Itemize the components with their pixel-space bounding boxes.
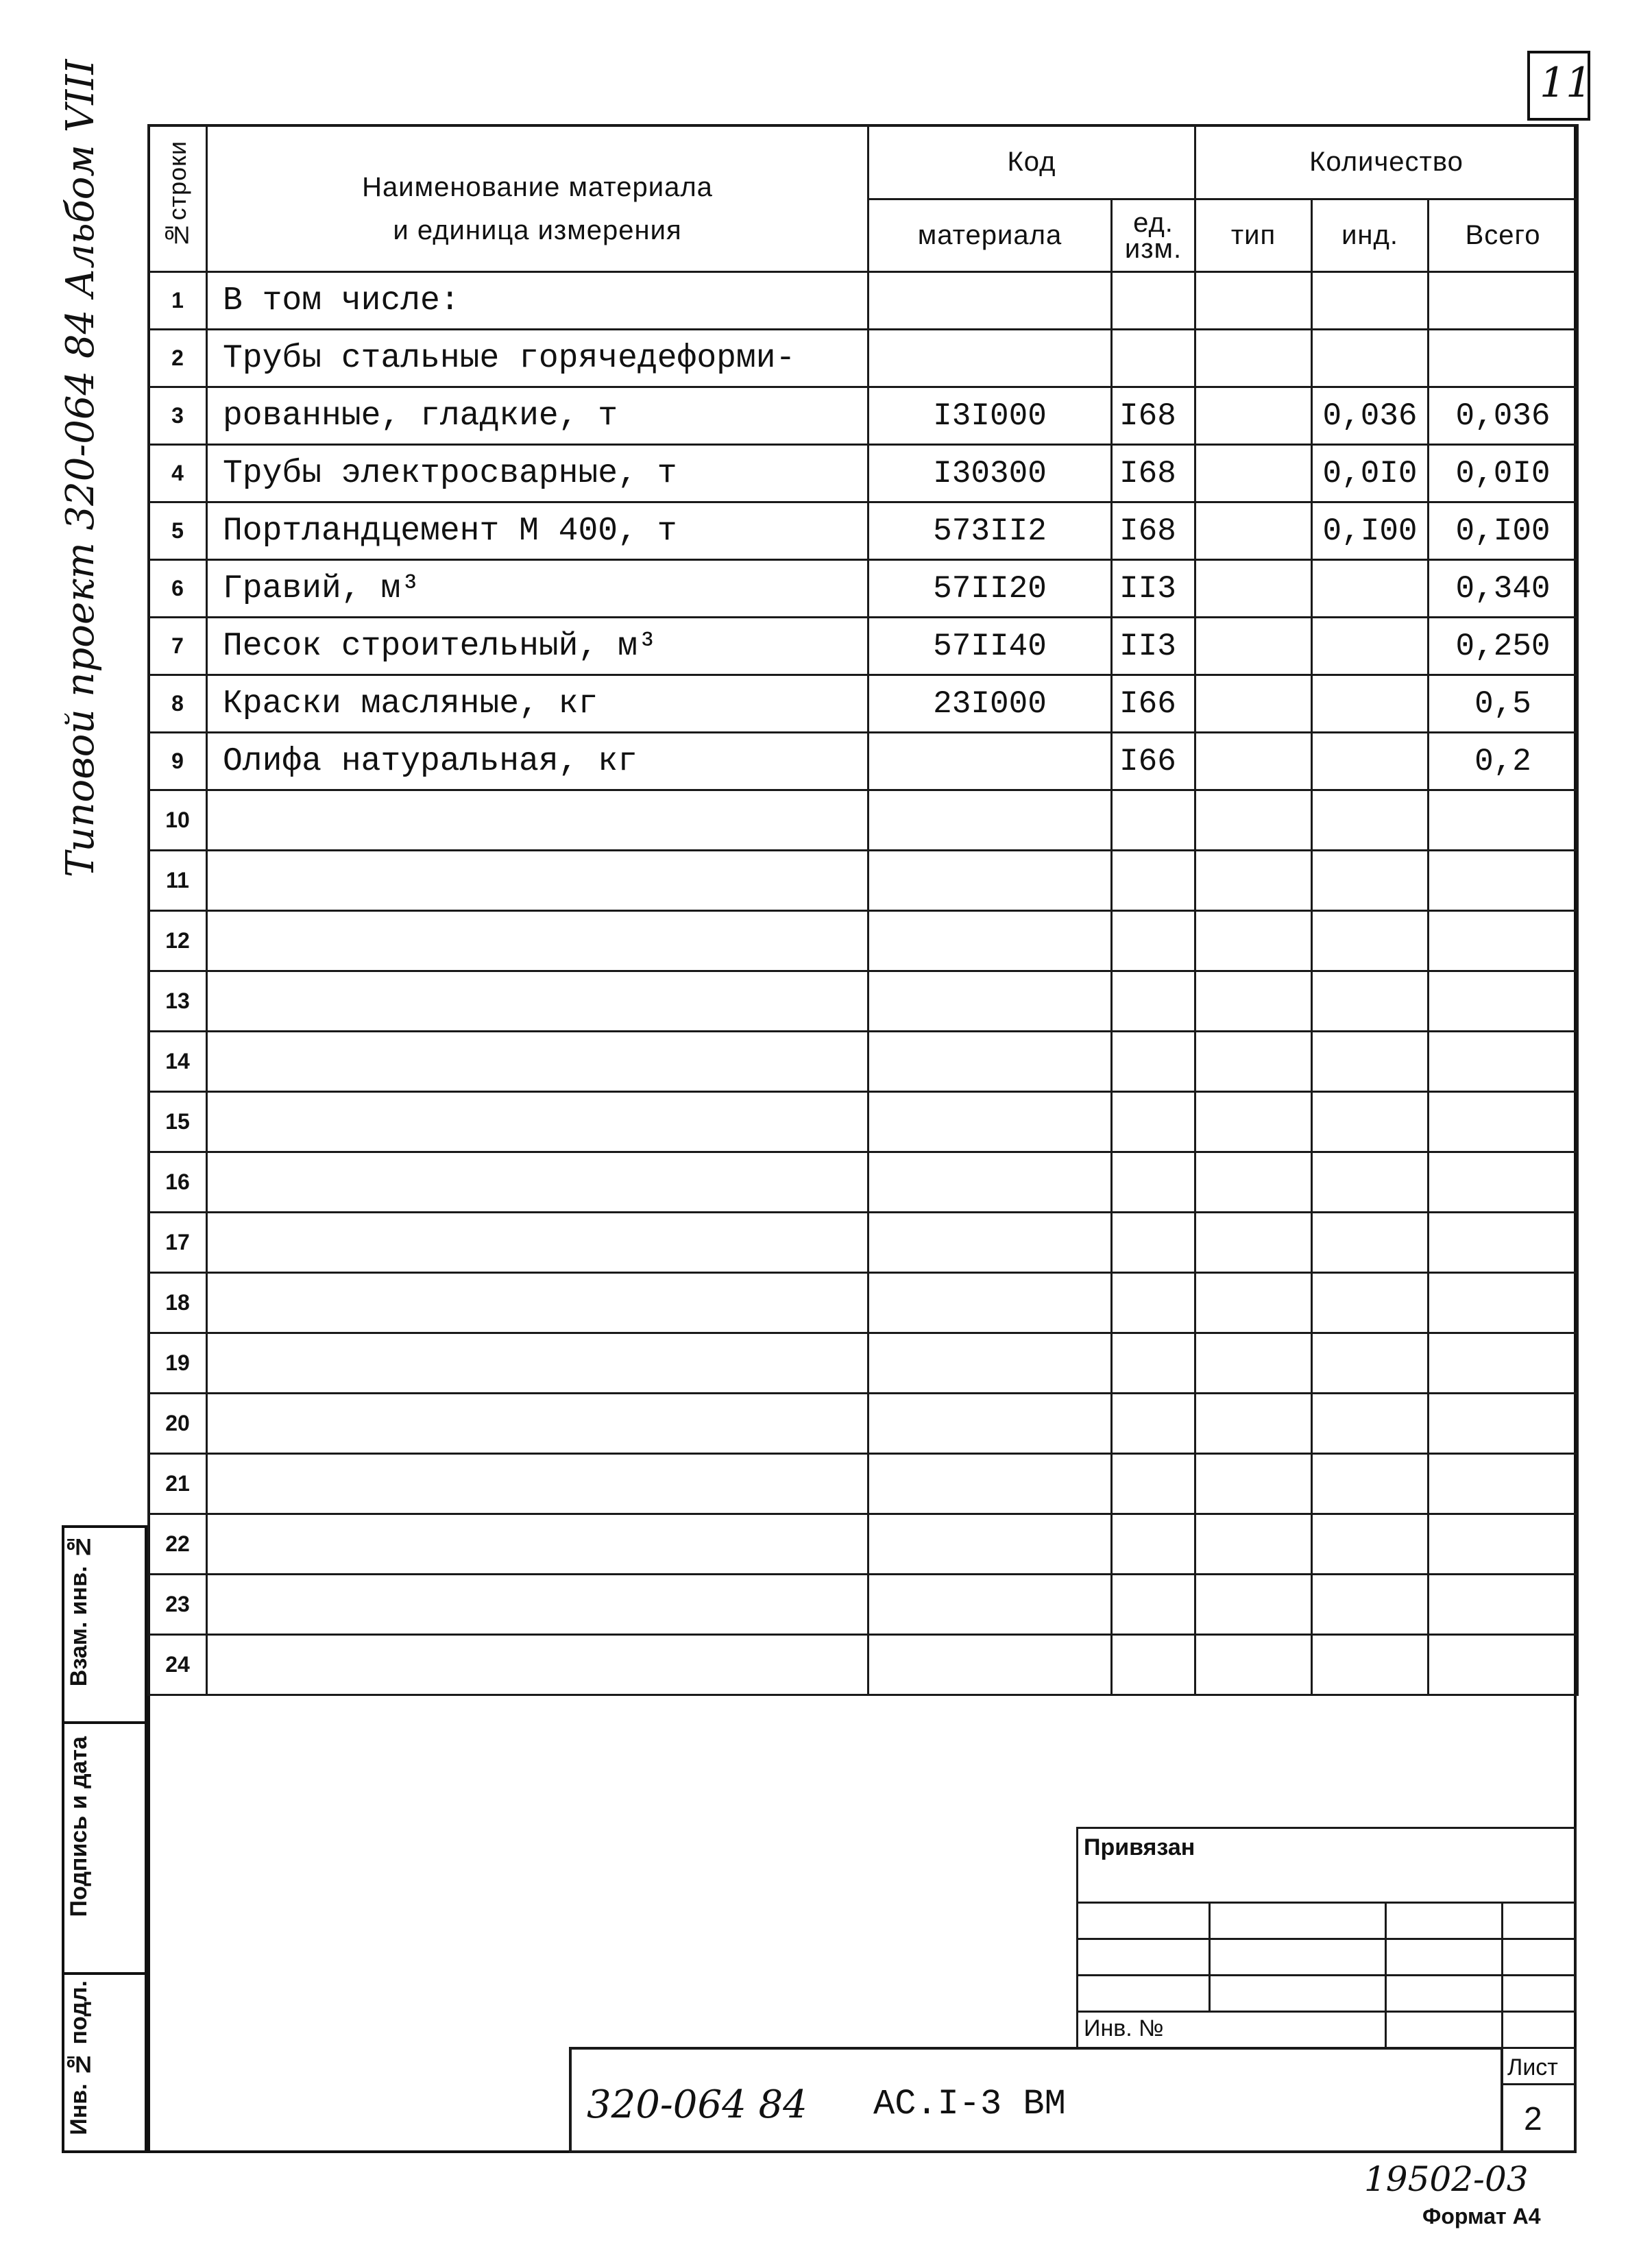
stamp-grid-cell <box>1208 1938 1387 1976</box>
qty-ind-cell: 0,0I0 <box>1312 445 1429 502</box>
qty-ind-cell <box>1312 1575 1429 1635</box>
vzam-inv-box <box>62 1525 147 1724</box>
qty-type-cell <box>1195 1454 1312 1514</box>
material-name-cell <box>207 1152 868 1213</box>
qty-type-cell <box>1195 971 1312 1032</box>
material-code-cell <box>868 971 1112 1032</box>
table-row <box>149 330 1578 387</box>
table-row <box>149 1092 1578 1152</box>
qty-type-cell <box>1195 502 1312 560</box>
qty-total-cell <box>1429 330 1578 387</box>
material-code-cell: 57II40 <box>868 618 1112 675</box>
material-name-cell: Гравий, м³ <box>207 560 868 618</box>
page-number: 11 <box>1540 59 1592 107</box>
table-row <box>149 790 1578 851</box>
row-number-cell: 9 <box>149 733 207 790</box>
bottom-code: 19502-03 <box>1364 2159 1529 2199</box>
qty-type-cell <box>1195 1394 1312 1454</box>
material-code-cell <box>868 1273 1112 1333</box>
qty-total-cell <box>1429 911 1578 971</box>
material-name-cell: Песок строительный, м³ <box>207 618 868 675</box>
material-code-cell <box>868 1213 1112 1273</box>
table-row <box>149 1454 1578 1514</box>
material-name-cell <box>207 1514 868 1575</box>
vzam-inv-label: Взам. инв. № <box>66 1533 92 1687</box>
qty-type-cell <box>1195 1273 1312 1333</box>
material-name-cell <box>207 1333 868 1394</box>
qty-ind-cell <box>1312 911 1429 971</box>
table-row <box>149 445 1578 502</box>
row-number-cell: 17 <box>149 1213 207 1273</box>
qty-total-cell <box>1429 851 1578 911</box>
qty-total-cell: 0,5 <box>1429 675 1578 733</box>
stamp-grid-cell <box>1501 1974 1577 2013</box>
row-number-cell: 22 <box>149 1514 207 1575</box>
row-number-cell: 21 <box>149 1454 207 1514</box>
table-row <box>149 502 1578 560</box>
unit-code-cell <box>1112 1575 1195 1635</box>
qty-total-cell: 0,2 <box>1429 733 1578 790</box>
row-number-cell: 2 <box>149 330 207 387</box>
qty-type-header: тип <box>1195 199 1312 272</box>
unit-code-cell: I68 <box>1112 445 1195 502</box>
material-name-cell <box>207 911 868 971</box>
unit-code-cell <box>1112 1213 1195 1273</box>
stamp-grid-cell <box>1385 1974 1503 2013</box>
row-number-header: №строки <box>149 125 207 272</box>
unit-code-cell: I66 <box>1112 733 1195 790</box>
qty-total-cell <box>1429 1575 1578 1635</box>
unit-code-cell: II3 <box>1112 618 1195 675</box>
qty-total-cell <box>1429 1092 1578 1152</box>
qty-ind-cell <box>1312 1273 1429 1333</box>
material-name-cell: Портландцемент М 400, т <box>207 502 868 560</box>
qty-type-cell <box>1195 330 1312 387</box>
table-row <box>149 1273 1578 1333</box>
material-code-cell <box>868 1635 1112 1695</box>
material-code-cell <box>868 1514 1112 1575</box>
qty-total-header: Всего <box>1429 199 1578 272</box>
material-code-cell <box>868 1575 1112 1635</box>
material-name-cell <box>207 1213 868 1273</box>
inv-no-label: Инв. № <box>1084 2015 1164 2041</box>
table-row <box>149 1575 1578 1635</box>
qty-ind-cell <box>1312 971 1429 1032</box>
material-name-cell <box>207 1575 868 1635</box>
qty-total-cell <box>1429 1394 1578 1454</box>
podpis-box <box>62 1721 147 1975</box>
qty-ind-cell <box>1312 1635 1429 1695</box>
row-number-cell: 5 <box>149 502 207 560</box>
inv-podl-label: Инв. № подл. <box>66 1980 92 2135</box>
material-name-cell: Трубы стальные горячедеформи- <box>207 330 868 387</box>
material-code-cell: 573II2 <box>868 502 1112 560</box>
qty-type-cell <box>1195 911 1312 971</box>
row-number-cell: 16 <box>149 1152 207 1213</box>
sheet-label-box <box>1501 2047 1577 2085</box>
row-number-cell: 7 <box>149 618 207 675</box>
qty-ind-cell <box>1312 272 1429 330</box>
code-header: Код <box>868 125 1195 199</box>
qty-total-cell: 0,I00 <box>1429 502 1578 560</box>
unit-code-cell <box>1112 1394 1195 1454</box>
table-row <box>149 387 1578 445</box>
unit-code-cell: II3 <box>1112 560 1195 618</box>
qty-type-cell <box>1195 733 1312 790</box>
material-spec-table <box>147 124 1579 1696</box>
sheet-number: 2 <box>1524 2101 1542 2137</box>
qty-total-cell <box>1429 1032 1578 1092</box>
qty-type-cell <box>1195 560 1312 618</box>
row-number-cell: 15 <box>149 1092 207 1152</box>
stamp-grid-cell <box>1501 1902 1577 1940</box>
sheet-number-box <box>1501 2083 1577 2153</box>
stamp-grid-cell <box>1385 2011 1503 2049</box>
table-row <box>149 1514 1578 1575</box>
stamp-grid-cell <box>1076 1902 1211 1940</box>
material-code-cell <box>868 1092 1112 1152</box>
material-name-cell <box>207 1273 868 1333</box>
stamp-grid-cell <box>1208 1902 1387 1940</box>
qty-ind-cell <box>1312 790 1429 851</box>
table-row <box>149 1635 1578 1695</box>
unit-code-cell <box>1112 1092 1195 1152</box>
table-row <box>149 618 1578 675</box>
material-code-cell: I3I000 <box>868 387 1112 445</box>
row-number-cell: 23 <box>149 1575 207 1635</box>
material-name-cell <box>207 1635 868 1695</box>
stamp-grid-cell <box>1076 1938 1211 1976</box>
qty-total-cell <box>1429 1152 1578 1213</box>
unit-code-cell <box>1112 1635 1195 1695</box>
row-number-cell: 12 <box>149 911 207 971</box>
material-code-cell <box>868 1032 1112 1092</box>
qty-total-cell: 0,250 <box>1429 618 1578 675</box>
row-number-cell: 14 <box>149 1032 207 1092</box>
unit-code-cell <box>1112 1152 1195 1213</box>
name-header: Наименование материала и единица измерения <box>207 125 868 272</box>
row-number-cell: 18 <box>149 1273 207 1333</box>
material-name-cell <box>207 971 868 1032</box>
material-name-cell <box>207 1454 868 1514</box>
table-row <box>149 1152 1578 1213</box>
qty-ind-cell <box>1312 560 1429 618</box>
qty-type-cell <box>1195 1152 1312 1213</box>
qty-ind-cell <box>1312 1032 1429 1092</box>
qty-type-cell <box>1195 1333 1312 1394</box>
doc-code: АС.I-3 ВМ <box>873 2084 1066 2124</box>
unit-code-cell <box>1112 971 1195 1032</box>
row-number-cell: 20 <box>149 1394 207 1454</box>
qty-total-cell <box>1429 790 1578 851</box>
table-row <box>149 1213 1578 1273</box>
unit-code-cell <box>1112 1454 1195 1514</box>
code-unit-header: ед. изм. <box>1112 199 1195 272</box>
qty-total-cell <box>1429 1333 1578 1394</box>
material-code-cell <box>868 1394 1112 1454</box>
material-code-cell: I30300 <box>868 445 1112 502</box>
material-code-cell <box>868 1333 1112 1394</box>
unit-code-cell: I66 <box>1112 675 1195 733</box>
qty-ind-cell <box>1312 618 1429 675</box>
qty-type-cell <box>1195 1213 1312 1273</box>
stamp-grid-cell <box>1076 1974 1211 2013</box>
qty-ind-cell <box>1312 1514 1429 1575</box>
row-number-cell: 10 <box>149 790 207 851</box>
material-name-cell: Олифа натуральная, кг <box>207 733 868 790</box>
qty-ind-cell: 0,036 <box>1312 387 1429 445</box>
inv-no-box <box>1076 2011 1387 2049</box>
qty-ind-cell <box>1312 330 1429 387</box>
material-code-cell <box>868 1454 1112 1514</box>
unit-code-cell <box>1112 851 1195 911</box>
qty-ind-cell <box>1312 1152 1429 1213</box>
qty-total-cell <box>1429 971 1578 1032</box>
unit-code-cell <box>1112 911 1195 971</box>
privyazan-label: Привязан <box>1084 1834 1195 1860</box>
qty-total-cell <box>1429 1635 1578 1695</box>
qty-ind-cell <box>1312 733 1429 790</box>
qty-total-cell: 0,0I0 <box>1429 445 1578 502</box>
qty-ind-cell: 0,I00 <box>1312 502 1429 560</box>
qty-ind-cell <box>1312 1333 1429 1394</box>
table-row <box>149 851 1578 911</box>
code-material-header: материала <box>868 199 1112 272</box>
row-number-cell: 11 <box>149 851 207 911</box>
unit-code-cell <box>1112 790 1195 851</box>
material-name-cell: Краски масляные, кг <box>207 675 868 733</box>
privyazan-box <box>1076 1827 1577 1904</box>
table-row <box>149 971 1578 1032</box>
qty-type-cell <box>1195 445 1312 502</box>
material-code-cell <box>868 1152 1112 1213</box>
qty-total-cell <box>1429 1514 1578 1575</box>
material-name-cell <box>207 790 868 851</box>
material-code-cell <box>868 272 1112 330</box>
qty-total-cell <box>1429 272 1578 330</box>
podpis-label: Подпись и дата <box>66 1736 92 1917</box>
table-row <box>149 675 1578 733</box>
material-name-cell: Трубы электросварные, т <box>207 445 868 502</box>
row-number-cell: 6 <box>149 560 207 618</box>
qty-total-cell: 0,036 <box>1429 387 1578 445</box>
material-code-cell <box>868 330 1112 387</box>
inv-podl-box <box>62 1972 147 2153</box>
row-number-cell: 24 <box>149 1635 207 1695</box>
unit-code-cell <box>1112 1032 1195 1092</box>
qty-type-cell <box>1195 618 1312 675</box>
qty-type-cell <box>1195 675 1312 733</box>
table-row <box>149 272 1578 330</box>
material-code-cell: 57II20 <box>868 560 1112 618</box>
row-number-cell: 4 <box>149 445 207 502</box>
material-code-cell <box>868 790 1112 851</box>
qty-ind-cell <box>1312 1213 1429 1273</box>
unit-code-cell <box>1112 272 1195 330</box>
quantity-header: Количество <box>1195 125 1578 199</box>
stamp-grid-cell <box>1385 1938 1503 1976</box>
qty-ind-cell <box>1312 1454 1429 1514</box>
material-name-cell: В том числе: <box>207 272 868 330</box>
material-code-cell: 23I000 <box>868 675 1112 733</box>
stamp-grid-cell <box>1385 1902 1503 1940</box>
qty-ind-header: инд. <box>1312 199 1429 272</box>
qty-total-cell <box>1429 1454 1578 1514</box>
stamp-grid-cell <box>1501 1938 1577 1976</box>
row-number-cell: 19 <box>149 1333 207 1394</box>
table-row <box>149 560 1578 618</box>
table-row <box>149 1394 1578 1454</box>
qty-total-cell: 0,340 <box>1429 560 1578 618</box>
unit-code-cell <box>1112 1514 1195 1575</box>
page-number-box <box>1527 51 1590 121</box>
table-row <box>149 1333 1578 1394</box>
material-code-cell <box>868 733 1112 790</box>
stamp-grid-cell <box>1208 1974 1387 2013</box>
qty-type-cell <box>1195 272 1312 330</box>
material-name-cell <box>207 1032 868 1092</box>
qty-ind-cell <box>1312 1394 1429 1454</box>
qty-total-cell <box>1429 1273 1578 1333</box>
qty-type-cell <box>1195 790 1312 851</box>
unit-code-cell <box>1112 1333 1195 1394</box>
material-code-cell <box>868 851 1112 911</box>
row-number-cell: 8 <box>149 675 207 733</box>
unit-code-cell <box>1112 1273 1195 1333</box>
qty-total-cell <box>1429 1213 1578 1273</box>
qty-type-cell <box>1195 1635 1312 1695</box>
side-note: Типовой проект 320-064 84 Альбом VIII <box>58 59 103 877</box>
qty-ind-cell <box>1312 851 1429 911</box>
qty-type-cell <box>1195 851 1312 911</box>
table-row <box>149 733 1578 790</box>
project-code: 320-064 84 <box>587 2083 807 2127</box>
qty-type-cell <box>1195 387 1312 445</box>
qty-ind-cell <box>1312 675 1429 733</box>
sheet-label: Лист <box>1507 2054 1558 2080</box>
row-number-cell: 13 <box>149 971 207 1032</box>
designation-box <box>569 2047 1503 2153</box>
unit-code-cell <box>1112 330 1195 387</box>
table-row <box>149 911 1578 971</box>
qty-type-cell <box>1195 1032 1312 1092</box>
row-number-cell: 1 <box>149 272 207 330</box>
qty-type-cell <box>1195 1575 1312 1635</box>
row-number-cell: 3 <box>149 387 207 445</box>
qty-type-cell <box>1195 1514 1312 1575</box>
qty-type-cell <box>1195 1092 1312 1152</box>
material-name-cell <box>207 1394 868 1454</box>
material-name-cell <box>207 1092 868 1152</box>
qty-ind-cell <box>1312 1092 1429 1152</box>
material-name-cell: рованные, гладкие, т <box>207 387 868 445</box>
unit-code-cell: I68 <box>1112 502 1195 560</box>
table-row <box>149 1032 1578 1092</box>
material-code-cell <box>868 911 1112 971</box>
unit-code-cell: I68 <box>1112 387 1195 445</box>
format-label: Формат А4 <box>1422 2204 1541 2229</box>
material-name-cell <box>207 851 868 911</box>
